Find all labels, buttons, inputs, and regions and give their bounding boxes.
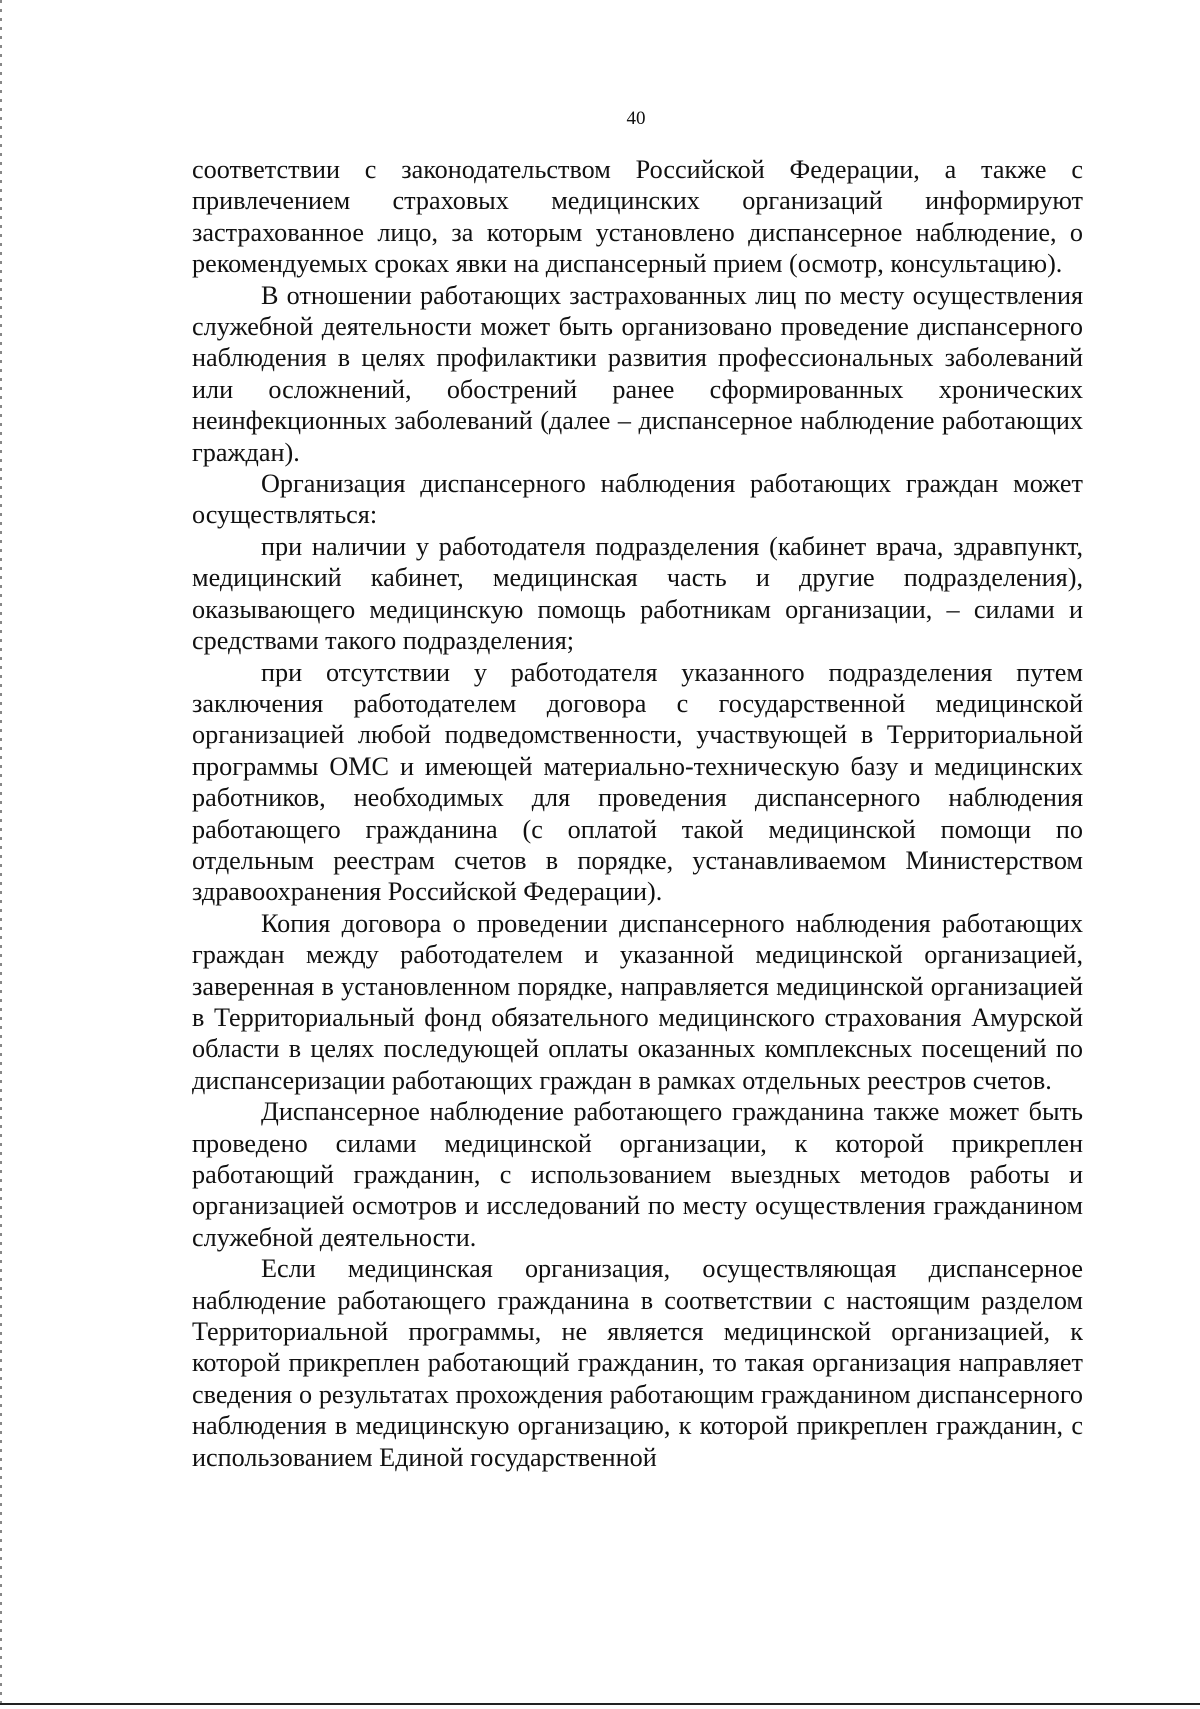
paragraph-no-employer-unit: при отсутствии у работодателя указанного подразделения путем заключения работодателем договора с государственной медицинской организацией любой подведомственности, участвующей в Территориальной программы ОМС и имеющей материально-техническую базу и медицинских работников, необходимых для проведения диспансерного наблюдения работающего гражданина (с оплатой такой медицинской помощи по отдельным реестрам счетов в порядке, устанавливаемом Министерством здравоохранения Российской Федерации). [192, 657, 1083, 907]
body-text [192, 154, 1083, 1473]
paragraph-results-transfer: Если медицинская организация, осуществляющая диспансерное наблюдение работающего гражданина в соответствии с настоящим разделом Территориальной программы, не является медицинской организацией, к которой прикреплен работающий гражданин, то такая организация направляет сведения о результатах прохождения работающим гражданином диспансерного наблюдения в медицинскую организацию, к которой прикреплен гражданин, с использованием Единой государственной [192, 1254, 1083, 1472]
page-number: 40 [626, 108, 646, 129]
scan-edge-bottom [0, 1703, 1200, 1705]
paragraph-organization: Организация диспансерного наблюдения работающих граждан может осуществляться: [192, 469, 1083, 530]
paragraph-employer-unit: при наличии у работодателя подразделения (кабинет врача, здравпункт, медицинский кабинет, медицинская часть и другие подразделения), оказывающего медицинскую помощь работникам организации, – силами и средствами такого подразделения; [192, 531, 1083, 656]
scan-edge-left [0, 0, 2, 1709]
paragraph-continuation: соответствии с законодательством Российской Федерации, а также с привлечением страховых медицинских организаций информируют застрахованное лицо, за которым установлено диспансерное наблюдение, о рекомендуемых сроках явки на диспансерный прием (осмотр, консультацию). [192, 155, 1083, 279]
paragraph-contract-copy: Копия договора о проведении диспансерного наблюдения работающих граждан между работодателем и указанной медицинской организацией, заверенная в установленном порядке, направляется медицинской организацией в Территориальный фонд обязательного медицинского страхования Амурской области в целях последующей оплаты оказанных комплексных посещений по диспансеризации работающих граждан в рамках отдельных реестров счетов. [192, 908, 1083, 1095]
paragraph-working-citizens: В отношении работающих застрахованных лиц по месту осуществления служебной деятельности может быть организовано проведение диспансерного наблюдения в целях профилактики развития профессиональных заболеваний или осложнений, обострений ранее сформированных хронических неинфекционных заболеваний (далее – диспансерное наблюдение работающих граждан). [192, 280, 1083, 467]
paragraph-outreach: Диспансерное наблюдение работающего гражданина также может быть проведено силами медицинской организации, к которой прикреплен работающий гражданин, с использованием выездных методов работы и организацией осмотров и исследований по месту осуществления гражданином служебной деятельности. [192, 1097, 1083, 1252]
